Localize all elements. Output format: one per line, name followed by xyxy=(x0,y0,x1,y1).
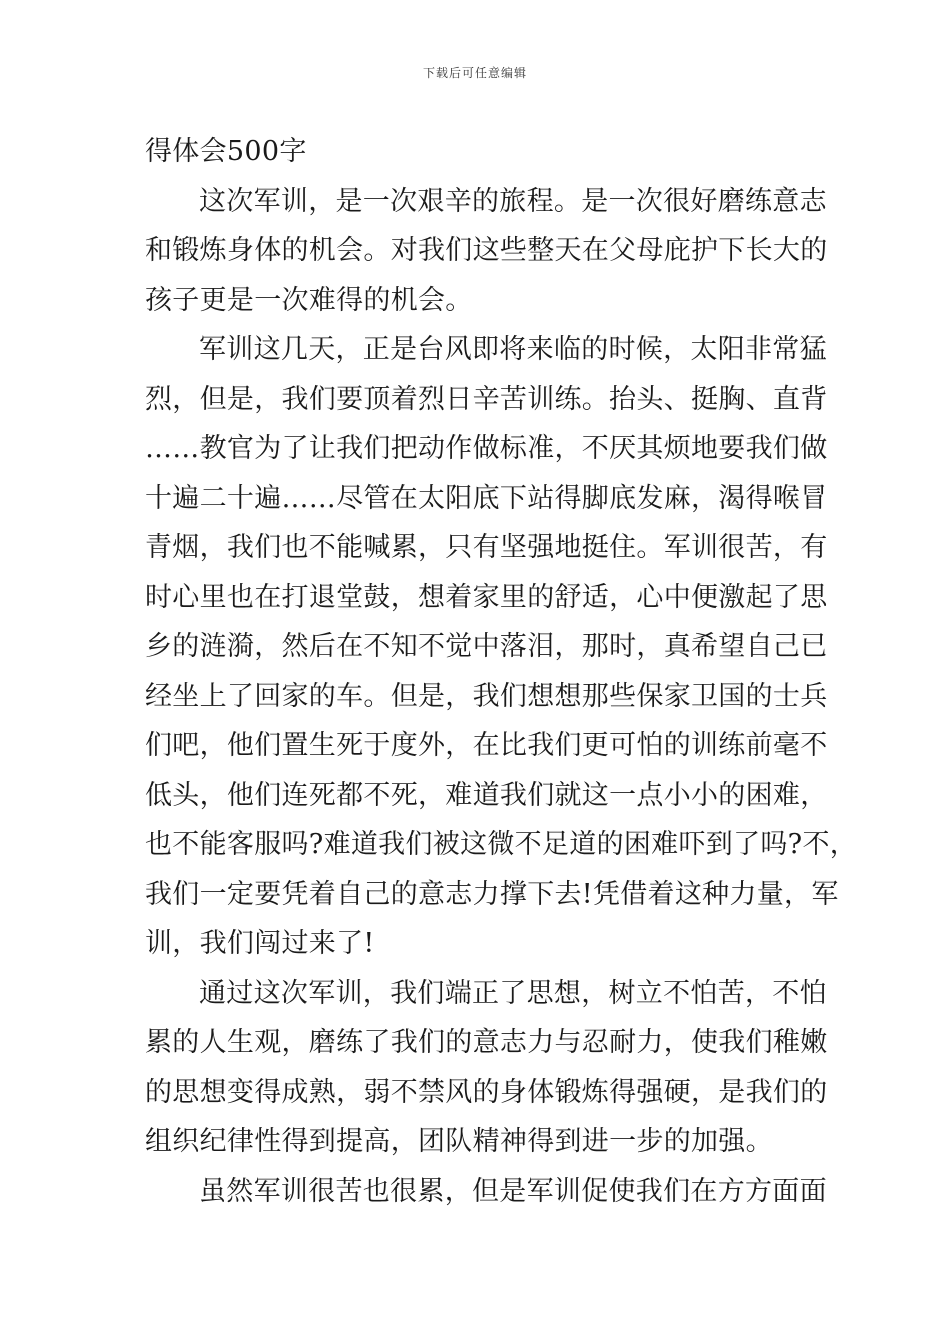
text-line: 训，我们闯过来了! xyxy=(145,928,375,959)
paragraph-start-line: 这次军训，是一次艰辛的旅程。是一次很好磨练意志 xyxy=(199,185,827,217)
text-line: 我们一定要凭着自己的意志力撑下去!凭借着这种力量，军 xyxy=(145,878,839,910)
text-line: 乡的涟漪，然后在不知不觉中落泪，那时，真希望自己已 xyxy=(145,631,828,662)
text-line: 时心里也在打退堂鼓，想着家里的舒适，心中便激起了思 xyxy=(145,581,828,613)
text-line: 十遍二十遍……尽管在太阳底下站得脚底发麻，渴得喉冒 xyxy=(145,482,828,514)
text-line: 的思想变得成熟，弱不禁风的身体锻炼得强硬，是我们的 xyxy=(145,1076,828,1108)
text-line: 青烟，我们也不能喊累，只有坚强地挺住。军训很苦，有 xyxy=(145,532,828,563)
header-note: 下载后可任意编辑 xyxy=(422,66,527,80)
text-line: 孩子更是一次难得的机会。 xyxy=(145,284,473,316)
text-line: 也不能客服吗?难道我们被这微不足道的困难吓到了吗?不， xyxy=(145,829,858,860)
article-body xyxy=(145,127,858,1216)
paragraph-start-line: 虽然军训很苦也很累，但是军训促使我们在方方面面 xyxy=(199,1175,827,1207)
text-line: 们吧，他们置生死于度外，在比我们更可怕的训练前毫不 xyxy=(145,730,828,761)
text-line: 低头，他们连死都不死，难道我们就这一点小小的困难， xyxy=(145,779,828,811)
text-line: 和锻炼身体的机会。对我们这些整天在父母庇护下长大的 xyxy=(145,235,828,266)
text-line: 累的人生观，磨练了我们的意志力与忍耐力，使我们稚嫩 xyxy=(145,1027,828,1058)
text-line: 组织纪律性得到提高，团队精神得到进一步的加强。 xyxy=(145,1126,773,1157)
text-line: 烈，但是，我们要顶着烈日辛苦训练。抬头、挺胸、直背 xyxy=(145,383,828,415)
paragraph-start-line: 通过这次军训，我们端正了思想，树立不怕苦，不怕 xyxy=(199,977,827,1009)
text-line: 经坐上了回家的车。但是，我们想想那些保家卫国的士兵 xyxy=(145,680,828,712)
paragraph-start-line: 军训这几天，正是台风即将来临的时候，太阳非常猛 xyxy=(199,334,827,365)
text-line: ……教官为了让我们把动作做标准，不厌其烦地要我们做 xyxy=(145,433,828,464)
text-line: 得体会500字 xyxy=(145,136,307,167)
